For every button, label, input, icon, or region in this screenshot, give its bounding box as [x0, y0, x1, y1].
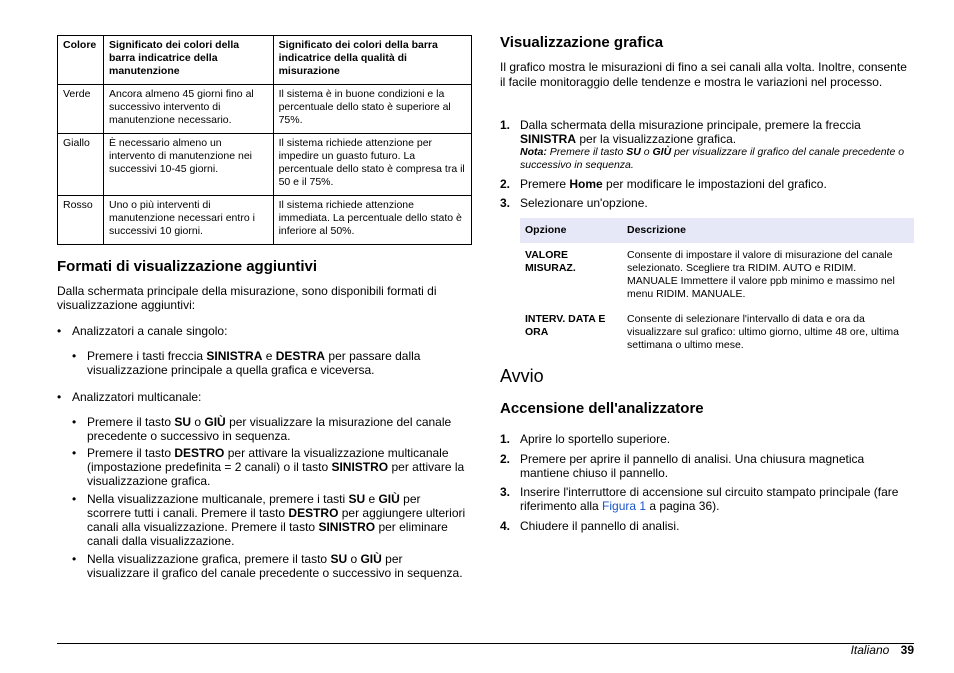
- table-cell: È necessario almeno un intervento di manutenzione nei successivi 10-45 giorni.: [103, 134, 273, 196]
- step-number: 2.: [500, 452, 511, 466]
- page-number: 39: [900, 643, 914, 657]
- table-header-cell: Colore: [58, 36, 104, 85]
- table-row: [520, 310, 914, 361]
- table-cell: Giallo: [58, 134, 104, 196]
- step-text: Premere Home per modificare le impostazioni del grafico.: [520, 177, 827, 191]
- footer-divider: [57, 643, 914, 644]
- bullet-text: Nella visualizzazione multicanale, premere i tasti SU e GIÙ per scorrere tutti i canali. Premere il tasto DESTRO per aggiungere ulteriori canali alla visualizzazione. Premere il tasto SINISTRO per eliminare canali dalla visualizzazione.: [87, 492, 466, 548]
- step-text: Aprire lo sportello superiore.: [520, 432, 671, 446]
- bullet-icon: •: [72, 349, 77, 363]
- section-heading-grafica: Visualizzazione grafica: [500, 34, 664, 51]
- section-heading-formati: Formati di visualizzazione aggiuntivi: [57, 258, 318, 275]
- step-text: Selezionare un'opzione.: [520, 196, 648, 210]
- table-cell: Ancora almeno 45 giorni fino al successivo intervento di manutenzione necessario.: [103, 85, 273, 134]
- footer: [851, 643, 914, 657]
- bullet-text: Premere il tasto SU o GIÙ per visualizzare la misurazione del canale precedente o successivo in sequenza.: [87, 415, 452, 443]
- formati-intro: Dalla schermata principale della misurazione, sono disponibili formati di visualizzazione aggiuntivi:: [57, 284, 437, 312]
- step-number: 1.: [500, 118, 511, 132]
- table-cell: Rosso: [58, 196, 104, 245]
- table-cell: VALORE MISURAZ.: [525, 249, 576, 274]
- figure-link[interactable]: Figura 1: [602, 499, 647, 513]
- step-number: 4.: [500, 519, 511, 533]
- bullet-text: Premere il tasto DESTRO per attivare la visualizzazione multicanale (impostazione predefinita = 2 canali) o il tasto SINISTRO per attivare la visualizzazione grafica.: [87, 446, 465, 488]
- bullet-icon: •: [57, 390, 62, 404]
- bullet-icon: •: [72, 552, 77, 566]
- table-header-cell: Opzione: [520, 218, 622, 243]
- bullet-text: Nella visualizzazione grafica, premere il tasto SU o GIÙ per visualizzare il grafico del canale precedente o successivo in sequenza.: [87, 552, 463, 580]
- table-row: [58, 134, 472, 196]
- bullet-text: Analizzatori multicanale:: [72, 390, 202, 404]
- table-cell: Consente di selezionare l'intervallo di data e ora da visualizzare sul grafico: ultimo giorno, ultime 48 ore, ultima settimana o ultimo mese.: [627, 313, 899, 351]
- bullet-icon: •: [57, 324, 62, 338]
- table-cell: Verde: [58, 85, 104, 134]
- bullet-text: Analizzatori a canale singolo:: [72, 324, 228, 338]
- table-cell: Il sistema richiede attenzione per impedire un guasto futuro. La percentuale dello stato è compresa tra il 50 e il 75%.: [273, 134, 471, 196]
- table-cell: Il sistema è in buone condizioni e la percentuale dello stato è superiore al 75%.: [273, 85, 471, 134]
- footer-language: Italiano: [850, 643, 890, 657]
- options-table: [520, 218, 914, 361]
- table-cell: INTERV. DATA E ORA: [525, 313, 606, 338]
- table-row: [58, 85, 472, 134]
- step-text: Chiudere il pannello di analisi.: [520, 519, 680, 533]
- table-cell: Uno o più interventi di manutenzione necessari entro i successivi 10 giorni.: [103, 196, 273, 245]
- note: Nota: Premere il tasto SU o GIÙ per visualizzare il grafico del canale precedente o successivo in sequenza.: [520, 146, 905, 171]
- table-header-cell: Descrizione: [622, 218, 914, 243]
- table-row: [58, 196, 472, 245]
- bullet-icon: •: [72, 492, 77, 506]
- table-header-cell: Significato dei colori della barra indicatrice della qualità di misurazione: [273, 36, 471, 85]
- chapter-title-avvio: Avvio: [500, 366, 544, 386]
- bullet-icon: •: [72, 446, 77, 460]
- grafica-intro: Il grafico mostra le misurazioni di fino a sei canali alla volta. Inoltre, consente il facile monitoraggio delle tendenze e mostra le variazioni nel processo.: [500, 60, 907, 89]
- step-number: 3.: [500, 485, 511, 499]
- table-cell: Consente di impostare il valore di misurazione del canale selezionato. Scegliere tra RIDIM. AUTO e RIDIM. MANUALE Immettere il valore ppb minimo e massimo nel menu RIDIM. MANUALE.: [627, 249, 895, 300]
- bullet-icon: •: [72, 415, 77, 429]
- step-number: 3.: [500, 196, 511, 210]
- step-text: Dalla schermata della misurazione principale, premere la freccia SINISTRA per la visualizzazione grafica. Nota: Premere il tasto SU o GIÙ per visualizzare il grafico del canale precedente o successivo in sequenza.: [520, 118, 914, 172]
- section-heading-accensione: Accensione dell'analizzatore: [500, 400, 704, 417]
- table-header-row: [58, 36, 472, 85]
- step-number: 1.: [500, 432, 511, 446]
- step-number: 2.: [500, 177, 511, 191]
- table-cell: Il sistema richiede attenzione immediata. La percentuale dello stato è inferiore al 50%.: [273, 196, 471, 245]
- bullet-text: Premere i tasti freccia SINISTRA e DESTRA per passare dalla visualizzazione principale a quella grafica e viceversa.: [87, 349, 421, 377]
- table-header-row: [520, 218, 914, 243]
- step-text: Premere per aprire il pannello di analisi. Una chiusura magnetica mantiene chiuso il pannello.: [520, 452, 865, 480]
- table-row: [520, 243, 914, 310]
- color-meaning-table: [57, 35, 472, 245]
- table-header-cell: Significato dei colori della barra indicatrice della manutenzione: [103, 36, 273, 85]
- step-text: Inserire l'interruttore di accensione sul circuito stampato principale (fare riferimento alla Figura 1 a pagina 36).: [520, 485, 899, 513]
